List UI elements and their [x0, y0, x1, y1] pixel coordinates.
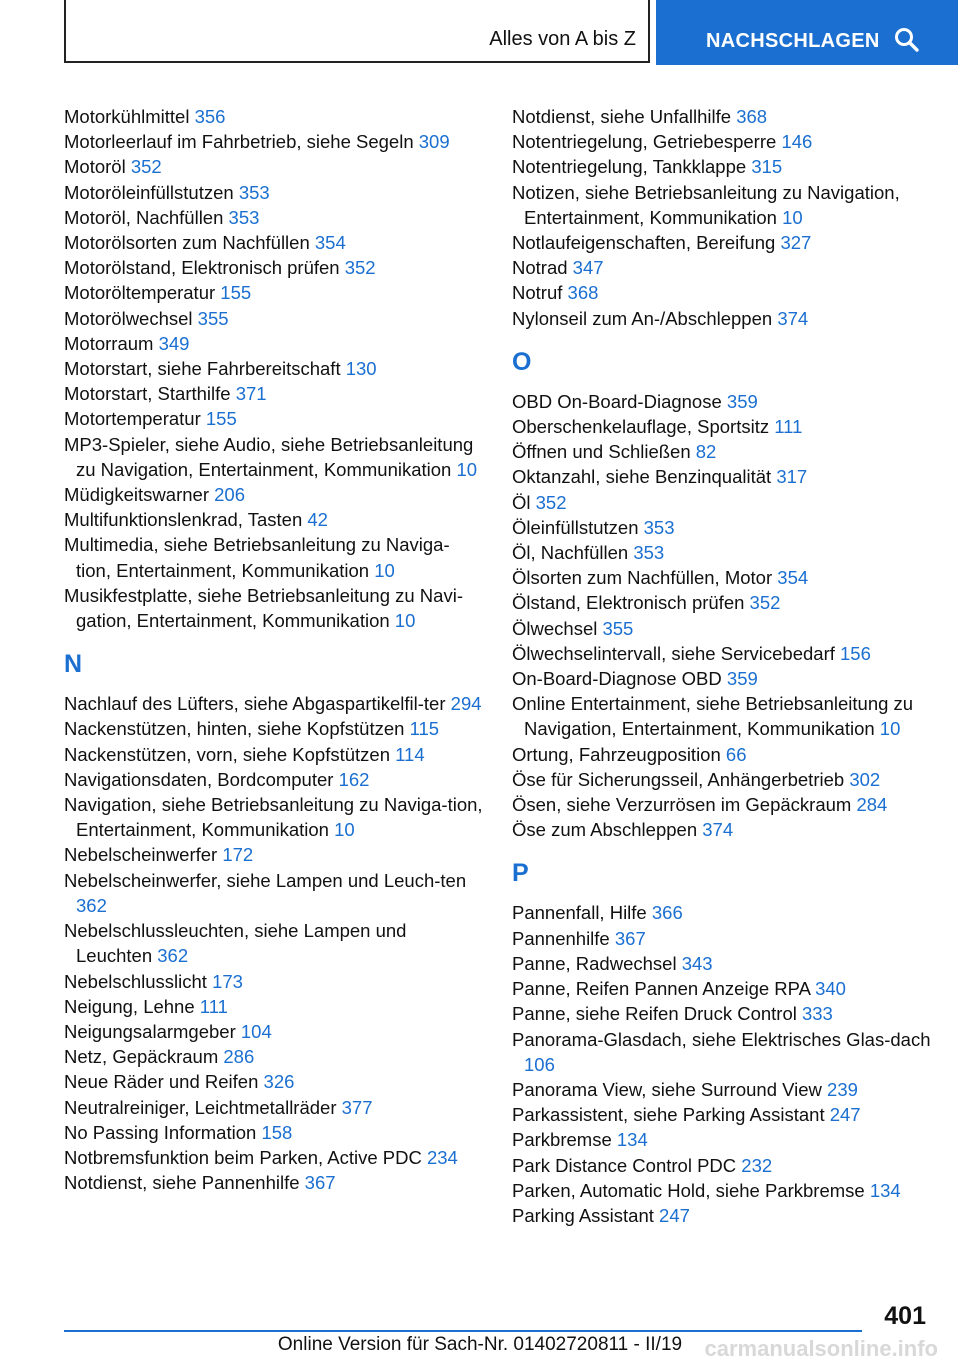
index-entry-text: Parking Assistant	[512, 1204, 660, 1226]
index-entry-text: Parken, Automatic Hold, siehe Parkbremse	[512, 1179, 870, 1201]
page-reference-link[interactable]: 354	[314, 232, 346, 254]
index-entry-text: Ölsorten zum Nachfüllen, Motor	[512, 567, 778, 589]
page-reference-link[interactable]: 326	[263, 1071, 295, 1093]
index-entry-text: Motoröl, Nachfüllen	[64, 206, 229, 228]
index-entry-text: OBD On-Board-Diagnose	[512, 390, 727, 412]
index-entry-text: Neutralreiniger, Leichtmetallräder	[64, 1096, 342, 1118]
index-entry	[512, 817, 932, 842]
index-entry-text: Online Entertainment, siehe Betriebsanleitung zu Navigation, Entertainment, Kommunikation	[512, 693, 914, 740]
nachschlagen-tab[interactable]	[656, 0, 958, 65]
page-reference-link[interactable]: 247	[829, 1104, 861, 1126]
index-letter-heading: O	[512, 347, 532, 376]
index-entry-text: Nylonseil zum An-/Abschleppen	[512, 307, 778, 329]
index-entry	[64, 1019, 484, 1044]
page-reference-link[interactable]: 134	[869, 1179, 901, 1201]
page-reference-link[interactable]: 374	[777, 307, 809, 329]
index-entry	[64, 154, 484, 179]
index-entry	[512, 926, 932, 951]
page-reference-link[interactable]: 42	[307, 509, 328, 531]
index-entry	[64, 691, 484, 716]
index-entry	[512, 389, 932, 414]
index-entry	[64, 406, 484, 431]
index-entry	[512, 976, 932, 1001]
page-reference-link[interactable]: 232	[741, 1154, 773, 1176]
page-reference-link[interactable]: 66	[725, 743, 747, 765]
page-reference-link[interactable]: 359	[726, 668, 758, 690]
page-reference-link[interactable]: 247	[659, 1204, 690, 1226]
watermark: carmanualsonline.info	[704, 1336, 938, 1361]
index-entry	[64, 868, 484, 918]
index-entry-text: Notdienst, siehe Unfallhilfe	[512, 106, 737, 127]
page-reference-link[interactable]: 106	[524, 1053, 555, 1075]
page-reference-link[interactable]: 352	[344, 257, 376, 279]
index-entry-text: On-Board-Diagnose OBD	[512, 668, 727, 690]
page-reference-link[interactable]: 367	[614, 927, 646, 949]
page-reference-link[interactable]: 104	[240, 1020, 272, 1042]
index-entry	[64, 918, 484, 968]
index-entry	[64, 432, 484, 482]
page-reference-link[interactable]: 353	[633, 542, 665, 564]
online-version-text: Online Version für Sach-Nr. 01402720811 - II/19	[277, 1334, 683, 1355]
page-reference-link[interactable]: 286	[223, 1046, 255, 1068]
index-entry	[64, 331, 484, 356]
index-entry	[512, 641, 932, 666]
index-entry-text: Nebelscheinwerfer	[64, 844, 223, 866]
index-entry-text: Öse für Sicherungsseil, Anhängerbetrieb	[512, 768, 850, 790]
page-reference-link[interactable]: 82	[695, 441, 717, 463]
index-entry	[512, 1077, 932, 1102]
page-reference-link[interactable]: 284	[856, 794, 888, 816]
index-entry	[512, 154, 932, 179]
page-reference-link[interactable]: 317	[776, 466, 808, 488]
footer-divider	[64, 1330, 862, 1332]
page-reference-link[interactable]: 343	[681, 952, 713, 974]
page-reference-link[interactable]: 10	[374, 559, 395, 581]
page-reference-link[interactable]: 367	[304, 1172, 336, 1194]
index-entry	[512, 280, 932, 305]
page-reference-link[interactable]: 352	[749, 592, 781, 614]
index-entry-text: Motorkühlmittel	[64, 106, 195, 127]
index-entry-text: Neigungsalarmgeber	[64, 1020, 241, 1042]
page-reference-link[interactable]: 353	[643, 516, 675, 538]
index-entry	[64, 280, 484, 305]
index-entry	[512, 1027, 932, 1077]
index-entry-text: Panne, Radwechsel	[512, 952, 682, 974]
page-header	[0, 0, 960, 66]
page-reference-link[interactable]: 155	[205, 408, 237, 430]
page-reference-link[interactable]: 347	[572, 257, 604, 279]
index-entry	[64, 716, 484, 741]
index-entry-text: Notizen, siehe Betriebsanleitung zu Navigation, Entertainment, Kommunikation	[512, 181, 900, 228]
page-reference-link[interactable]: 352	[535, 491, 567, 513]
page-reference-link[interactable]: 315	[751, 156, 783, 178]
index-entry	[64, 842, 484, 867]
index-entry	[512, 104, 932, 129]
page-reference-link[interactable]: 10	[782, 206, 803, 228]
page-reference-link[interactable]: 371	[235, 383, 267, 405]
index-letter-heading: N	[64, 650, 83, 679]
page-reference-link[interactable]: 368	[567, 282, 599, 304]
index-entry-text: Motortemperatur	[64, 408, 206, 430]
index-entry	[64, 104, 484, 129]
index-entry	[512, 900, 932, 925]
page-reference-link[interactable]: 362	[76, 894, 107, 916]
index-entry-text: Parkbremse	[512, 1129, 617, 1151]
page-reference-link[interactable]: 173	[212, 970, 243, 992]
index-entry	[64, 255, 484, 280]
index-entry	[64, 994, 484, 1019]
index-entry	[512, 792, 932, 817]
page-reference-link[interactable]: 294	[450, 693, 482, 715]
page-reference-link[interactable]: 155	[220, 282, 252, 304]
index-entry	[512, 951, 932, 976]
section-title-box	[64, 0, 650, 63]
page-reference-link[interactable]: 172	[222, 844, 254, 866]
index-entry-text: Öl, Nachfüllen	[512, 542, 634, 564]
index-entry-text: Öffnen und Schließen	[512, 441, 696, 463]
index-entry-text: Ölstand, Elektronisch prüfen	[512, 592, 750, 614]
index-entry	[64, 180, 484, 205]
index-entry	[512, 742, 932, 767]
index-entry-text: Pannenfall, Hilfe	[512, 902, 652, 924]
index-entry-text: Panne, Reifen Pannen Anzeige RPA	[512, 978, 816, 1000]
index-entry	[64, 1170, 484, 1195]
page-reference-link[interactable]: 333	[801, 1003, 833, 1025]
index-entry-text: Panorama-Glasdach, siehe Elektrisches Glas‐dach	[512, 1028, 931, 1050]
page-reference-link[interactable]: 162	[338, 768, 370, 790]
index-entry-text: Notentriegelung, Getriebesperre	[512, 131, 782, 153]
index-entry-text: Ölwechsel	[512, 617, 603, 639]
index-entry	[512, 230, 932, 255]
index-entry	[64, 1145, 484, 1170]
page-reference-link[interactable]: 111	[774, 416, 803, 438]
index-entry-text: Müdigkeitswarner	[64, 484, 215, 506]
page-reference-link[interactable]: 10	[334, 819, 355, 841]
index-entry-text: Nebelschlusslicht	[64, 970, 213, 992]
page-reference-link[interactable]: 146	[781, 131, 813, 153]
index-entry	[512, 1178, 932, 1203]
page-reference-link[interactable]: 158	[261, 1121, 293, 1143]
index-entry-text: Neigung, Lehne	[64, 995, 200, 1017]
index-entry	[512, 616, 932, 641]
index-entry	[512, 1127, 932, 1152]
page-reference-link[interactable]: 114	[395, 743, 425, 765]
page-reference-link[interactable]: 366	[651, 902, 683, 924]
index-entry-text: Notbremsfunktion beim Parken, Active PDC	[64, 1146, 427, 1168]
index-entry	[64, 306, 484, 331]
index-entry	[64, 1069, 484, 1094]
page-reference-link[interactable]: 10	[456, 458, 478, 480]
index-entry-text: Öleinfüllstutzen	[512, 516, 644, 538]
index-entry	[512, 306, 932, 331]
page-reference-link[interactable]: 10	[879, 718, 901, 740]
index-entry-text: Neue Räder und Reifen	[64, 1071, 264, 1093]
index-entry-text: Nebelscheinwerfer, siehe Lampen und Leuch‐ten	[64, 869, 467, 891]
index-entry	[512, 490, 932, 515]
index-entry-text: No Passing Information	[64, 1121, 262, 1143]
index-entry-text: Notentriegelung, Tankklappe	[512, 156, 752, 178]
page-reference-link[interactable]: 353	[238, 181, 270, 203]
index-entry-text: Multimedia, siehe Betriebsanleitung zu Naviga‐tion, Entertainment, Kommunikation	[64, 534, 450, 581]
page-reference-link[interactable]: 309	[418, 131, 450, 153]
index-entry-text: Panne, siehe Reifen Druck Control	[512, 1003, 802, 1025]
index-entry	[512, 691, 932, 741]
page-reference-link[interactable]: 377	[341, 1096, 373, 1118]
page-reference-link[interactable]: 206	[214, 484, 245, 506]
page-reference-link[interactable]: 156	[840, 642, 871, 664]
index-entry-text: Musikfestplatte, siehe Betriebsanleitung zu Navi‐gation, Entertainment, Kommunikation	[64, 584, 463, 632]
index-entry-text: Oberschenkelauflage, Sportsitz	[512, 416, 775, 438]
page-reference-link[interactable]: 130	[345, 358, 377, 380]
search-icon[interactable]	[894, 27, 920, 53]
page-reference-link[interactable]: 352	[130, 156, 162, 178]
page-reference-link[interactable]: 340	[815, 978, 846, 1000]
index-column-right	[512, 104, 932, 1228]
index-entry-text: Motoröleinfüllstutzen	[64, 181, 239, 203]
page-reference-link[interactable]: 359	[726, 390, 758, 412]
page-reference-link[interactable]: 349	[158, 332, 190, 354]
page-reference-link[interactable]: 134	[616, 1129, 648, 1151]
index-entry	[512, 1153, 932, 1178]
index-entry-text: Motorölwechsel	[64, 307, 198, 329]
index-entry-text: Navigationsdaten, Bordcomputer	[64, 768, 339, 790]
page-reference-link[interactable]: 354	[777, 567, 809, 589]
index-entry	[512, 1102, 932, 1127]
index-entry	[64, 507, 484, 532]
page-reference-link[interactable]: 115	[409, 718, 440, 740]
index-entry-text: Nackenstützen, hinten, siehe Kopfstützen	[64, 718, 410, 740]
index-entry-text: Öl	[512, 491, 536, 513]
index-entry	[64, 482, 484, 507]
index-entry-text: Nackenstützen, vorn, siehe Kopfstützen	[64, 743, 396, 765]
index-entry	[64, 742, 484, 767]
index-entry	[64, 792, 484, 842]
page-reference-link[interactable]: 353	[228, 206, 260, 228]
index-entry-text: Motorraum	[64, 332, 159, 354]
index-entry-text: Ösen, siehe Verzurrösen im Gepäckraum	[512, 794, 857, 816]
index-entry	[512, 180, 932, 230]
index-entry-text: Nebelschlussleuchten, siehe Lampen und Leuchten	[64, 920, 407, 967]
index-entry	[512, 666, 932, 691]
index-entry-text: Motoröl	[64, 156, 131, 178]
index-entry-text: Netz, Gepäckraum	[64, 1046, 224, 1068]
page-reference-link[interactable]: 111	[199, 995, 228, 1017]
index-entry-text: Ortung, Fahrzeugposition	[512, 743, 726, 765]
index-entry-text: Ölwechselintervall, siehe Servicebedarf	[512, 642, 841, 664]
index-entry-text: Motorstart, siehe Fahrbereitschaft	[64, 358, 346, 380]
index-entry-text: Nachlauf des Lüfters, siehe Abgaspartikelfil‐ter	[64, 693, 451, 715]
index-entry-text: Motorleerlauf im Fahrbetrieb, siehe Segeln	[64, 131, 419, 153]
index-entry	[64, 532, 484, 582]
index-entry	[64, 767, 484, 792]
index-entry	[512, 540, 932, 565]
page-reference-link[interactable]: 362	[157, 945, 189, 967]
page-reference-link[interactable]: 355	[602, 617, 634, 639]
index-entry-text: Oktanzahl, siehe Benzinqualität	[512, 466, 777, 488]
index-entry	[512, 1001, 932, 1026]
index-entry-text: Motorölstand, Elektronisch prüfen	[64, 257, 345, 279]
index-entry-text: Parkassistent, siehe Parking Assistant	[512, 1104, 830, 1126]
index-entry	[64, 583, 484, 633]
index-entry	[64, 1095, 484, 1120]
index-entry-text: Notdienst, siehe Pannenhilfe	[64, 1172, 305, 1194]
index-entry-text: Notlaufeigenschaften, Bereifung	[512, 232, 781, 254]
index-entry	[64, 230, 484, 255]
page-reference-link[interactable]: 234	[426, 1146, 458, 1168]
index-entry	[64, 205, 484, 230]
index-entry	[512, 1203, 932, 1228]
page-reference-link[interactable]: 374	[702, 819, 734, 841]
index-entry	[512, 767, 932, 792]
section-title: Alles von A bis Z	[489, 28, 636, 50]
index-entry	[512, 515, 932, 540]
index-entry-text: MP3-Spieler, siehe Audio, siehe Betriebsanleitung zu Navigation, Entertainment, Kommunikation	[64, 433, 474, 480]
index-entry	[512, 565, 932, 590]
index-entry-text: Park Distance Control PDC	[512, 1154, 742, 1176]
index-entry	[64, 129, 484, 154]
index-entry	[512, 464, 932, 489]
page-reference-link[interactable]: 302	[849, 768, 881, 790]
index-entry-text: Panorama View, siehe Surround View	[512, 1078, 828, 1100]
page-reference-link[interactable]: 368	[736, 106, 768, 127]
index-entry-text: Notruf	[512, 282, 568, 304]
index-entry-text: Pannenhilfe	[512, 927, 615, 949]
index-column-left	[64, 104, 484, 1195]
index-entry	[512, 590, 932, 615]
page-number: 401	[884, 1302, 926, 1330]
index-entry	[64, 969, 484, 994]
index-entry	[64, 1044, 484, 1069]
page-reference-link[interactable]: 327	[780, 232, 812, 254]
page-reference-link[interactable]: 356	[194, 106, 226, 127]
index-entry	[512, 414, 932, 439]
index-entry	[512, 129, 932, 154]
index-entry-text: Motorstart, Starthilfe	[64, 383, 236, 405]
index-entry-text: Multifunktionslenkrad, Tasten	[64, 509, 308, 531]
index-entry	[512, 255, 932, 280]
page-reference-link[interactable]: 355	[197, 307, 229, 329]
page-reference-link[interactable]: 10	[394, 610, 416, 632]
index-entry-text: Motoröltemperatur	[64, 282, 221, 304]
index-entry-text: Notrad	[512, 257, 573, 279]
index-entry-text: Motorölsorten zum Nachfüllen	[64, 232, 315, 254]
index-entry-text: Öse zum Abschleppen	[512, 819, 703, 841]
page-reference-link[interactable]: 239	[827, 1078, 858, 1100]
index-letter-heading: P	[512, 859, 529, 888]
index-entry-text: Navigation, siehe Betriebsanleitung zu Naviga‐tion, Entertainment, Kommunikation	[64, 794, 483, 841]
tab-label: NACHSCHLAGEN	[706, 30, 880, 52]
index-entry	[512, 439, 932, 464]
index-entry	[64, 381, 484, 406]
index-entry	[64, 356, 484, 381]
index-entry	[64, 1120, 484, 1145]
